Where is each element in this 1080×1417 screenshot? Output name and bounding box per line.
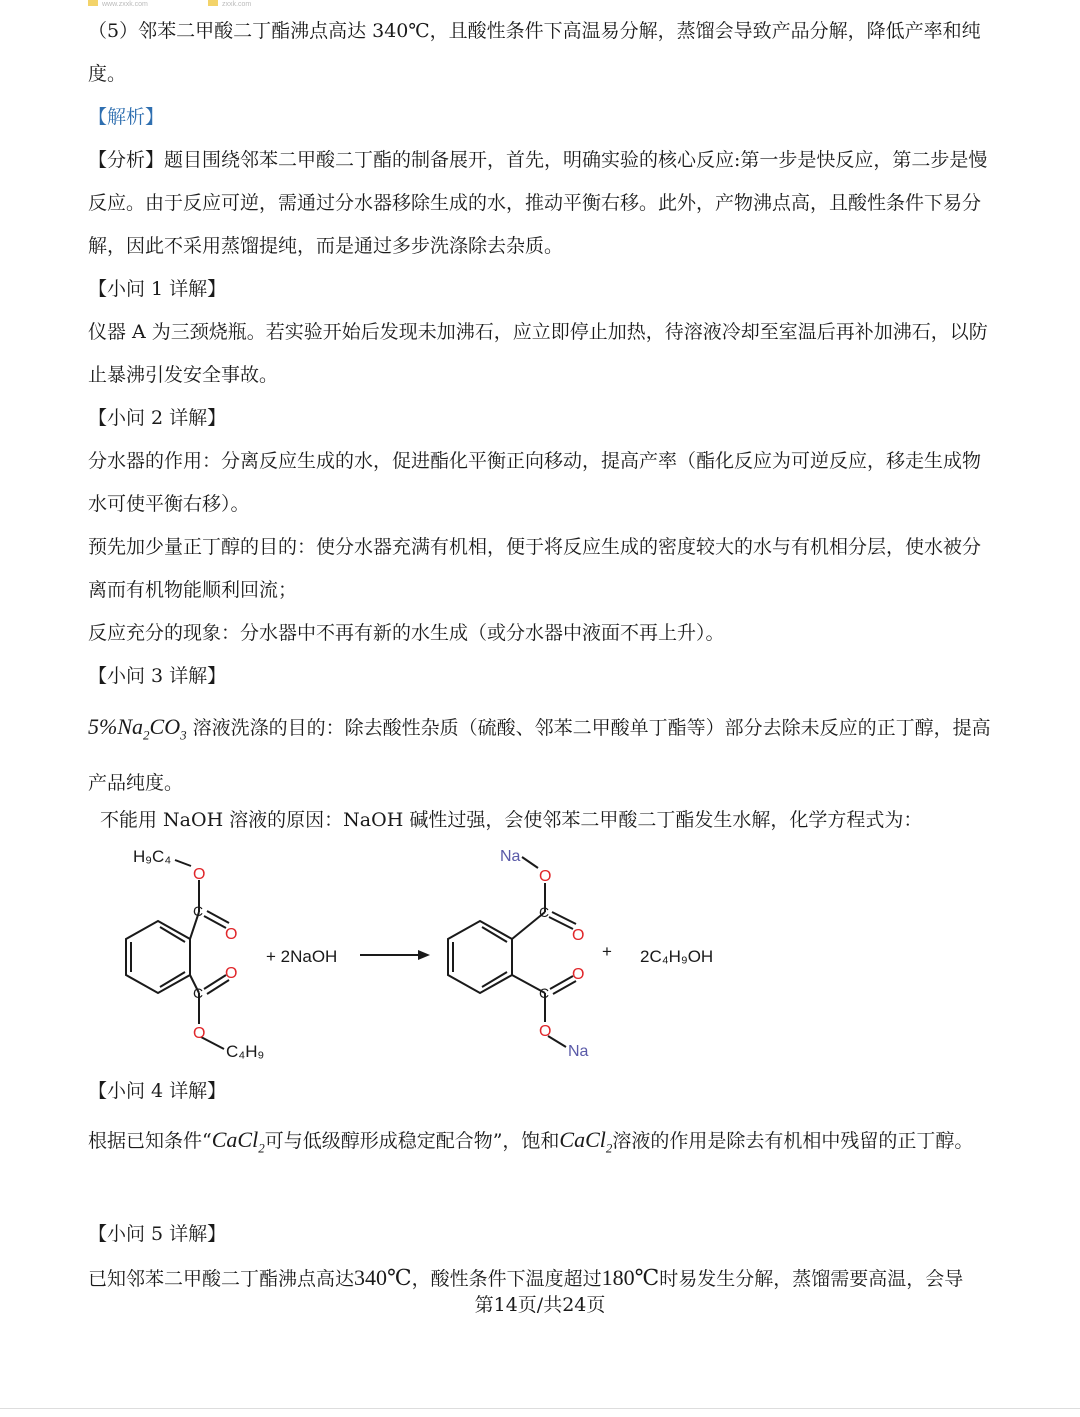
naoh-reagent: + 2NaOH	[266, 947, 338, 966]
sub1-body: 仪器 A 为三颈烧瓶。若实验开始后发现未加沸石，应立即停止加热，待溶液冷却至室温后再补加沸石，以防止暴沸引发安全事故。	[88, 321, 988, 386]
decomposition-temp-value: 180℃	[601, 1265, 660, 1290]
sub2-p1: 分水器的作用：分离反应生成的水，促进酯化平衡正向移动，提高产率（酯化反应为可逆反应，移走生成物水可使平衡右移）。	[88, 450, 982, 515]
svg-text:C: C	[193, 985, 204, 1001]
boiling-point-value: 340℃	[354, 1265, 412, 1290]
cacl2-formula: CaCl$_2$	[559, 1127, 613, 1156]
sub3-body: $5\%Na_2CO_3$ 溶液洗涤的目的：除去酸性杂质（硫酸、邻苯二甲酸单丁酯等）部分去除未反应的正丁醇，提高产品纯度。	[88, 714, 991, 795]
analysis-label: 【解析】	[88, 106, 165, 128]
header-watermark-right: zxxk.com	[222, 1, 252, 6]
sub5-body: 已知邻苯二甲酸二丁酯沸点高达340℃，酸性条件下温度超过180℃时易发生分解，蒸馏需要高温，会导	[88, 1265, 964, 1290]
header-watermark-left: www.zxxk.com	[102, 1, 148, 6]
sub2-p2: 预先加少量正丁醇的目的：使分水器充满有机相，便于将反应生成的密度较大的水与有机相分层，使水被分离而有机物能顺利回流；	[88, 536, 982, 601]
svg-text:C: C	[193, 903, 204, 919]
reaction-arrow-head	[418, 950, 430, 960]
svg-text:C: C	[539, 904, 550, 920]
butanol-product: 2C₄H₉OH	[640, 947, 714, 966]
top-butyl-label: H₉C₄	[133, 847, 172, 866]
header-watermark	[88, 0, 328, 6]
oxygen-label: O	[572, 927, 585, 944]
sub4-title: 【小问 4 详解】	[88, 1080, 227, 1102]
oxygen-label: O	[572, 966, 585, 983]
sub5-title: 【小问 5 详解】	[88, 1223, 227, 1245]
oxygen-label: O	[193, 866, 206, 883]
plus-sign: +	[602, 942, 612, 961]
sodium-top-label: Na	[500, 848, 521, 865]
cacl2-formula: CaCl$_2$	[211, 1127, 265, 1156]
sub3-title: 【小问 3 详解】	[88, 665, 227, 687]
oxygen-label: O	[539, 868, 552, 885]
sub1-title: 【小问 1 详解】	[88, 278, 227, 300]
q5-answer: （5）邻苯二甲酸二丁酯沸点高达 340℃，且酸性条件下高温易分解，蒸馏会导致产品分解，降低产率和纯度。	[88, 20, 981, 85]
hydrolysis-equation	[0, 835, 1080, 1075]
svg-text:C: C	[539, 985, 550, 1001]
sub2-p3: 反应充分的现象：分水器中不再有新的水生成（或分水器中液面不再上升）。	[88, 622, 725, 644]
analysis-text: 【分析】题目围绕邻苯二甲酸二丁酯的制备展开，首先，明确实验的核心反应:第一步是快反应，第二步是慢反应。由于反应可逆，需通过分水器移除生成的水，推动平衡右移。此外，产物沸点高，且酸性条件下易分解，因此不采用蒸馏提纯，而是通过多步洗涤除去杂质。	[88, 149, 988, 257]
oxygen-label: O	[539, 1023, 552, 1040]
sodium-bottom-label: Na	[568, 1043, 589, 1060]
oxygen-label: O	[225, 965, 238, 982]
na2co3-formula: $5\%Na_2CO_3$	[88, 714, 187, 743]
page-number: 第14页/共24页	[474, 1294, 606, 1316]
bottom-butyl-label: C₄H₉	[226, 1042, 265, 1061]
oxygen-label: O	[193, 1025, 206, 1042]
naoh-reason: 不能用 NaOH 溶液的原因：NaOH 碱性过强，会使邻苯二甲酸二丁酯发生水解，化学方程式为：	[100, 809, 923, 831]
bottom-divider	[0, 1408, 1080, 1409]
sub2-title: 【小问 2 详解】	[88, 407, 227, 429]
sub4-body: 根据已知条件“CaCl$_2$可与低级醇形成稳定配合物”，饱和CaCl$_2$溶液的作用是除去有机相中残留的正丁醇。	[88, 1127, 974, 1156]
oxygen-label: O	[225, 926, 238, 943]
